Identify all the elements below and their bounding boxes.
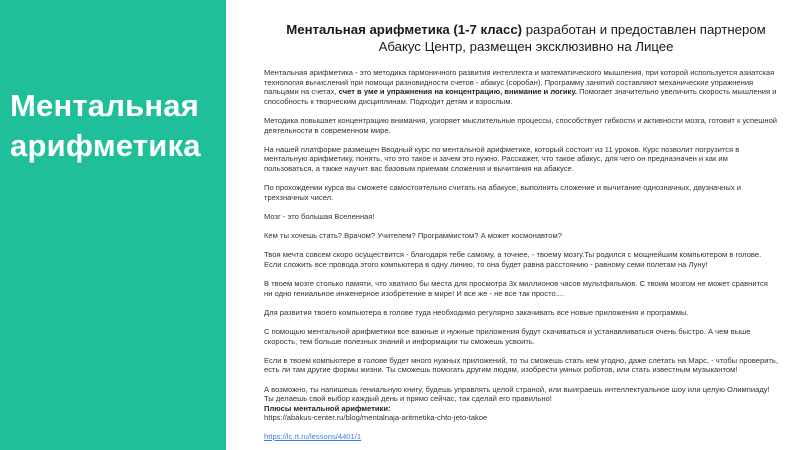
- paragraph-intro: [264, 68, 778, 106]
- paragraph-brain: Мозг - это большая Вселенная!: [264, 211, 375, 221]
- heading-bold: Ментальная арифметика (1-7 класс): [286, 22, 523, 37]
- paragraph-course: На нашей платформе размещен Вводный курс по ментальной арифметике, который состоит из 11 уроков. Курс позволит погрузится в ментальную арифметику, понять, что это такое и зачем это нужно. Расскажет, что такое абакус, для чего он предназначен и как им пользоваться, а также научит вас базовым приемам сложения и вычитания на абакусе.: [264, 144, 740, 173]
- paragraph-method: Методика повышает концентрацию внимания, ускоряет мыслительные процессы, способствует гибкости и активности мозга, готовит к успешной деятельности в современном мире.: [264, 115, 778, 135]
- abakus-link[interactable]: https://abakus-center.ru/blog/mentalnaja-aritmetika-chto-jeto-takoe: [264, 413, 488, 423]
- paragraph-apps: Для развития твоего компьютера в голове туда необходимо регулярно закачивать все новые приложения и программы.: [264, 307, 689, 317]
- paragraph-dream: Твоя мечта совсем скоро осуществится - благодаря тебе самому, а точнее, - твоему мозгу.Ты родился с мощнейшим компьютером в голове. Если сложить все провода этого компьютера в одну линию, то она будет равна расстоянию - равному семи полетам на Луну!: [264, 250, 762, 269]
- content-area: [264, 0, 778, 450]
- side-panel: [0, 0, 226, 450]
- heading-rest: разработан и предоставлен партнером Абакус Центр, размещен эксклюзивно на Лицее: [378, 22, 766, 54]
- paragraph-choice: А возможно, ты напишешь гениальную книгу, будешь управлять целой страной, или выиграешь интеллектуальное шоу или целую Олимпиаду! Ты делаешь свой выбор каждый день и прямо сейчас, так сделай его правильно!: [264, 384, 770, 404]
- paragraph-memory: В твоем мозге столько памяти, что хватило бы места для просмотра 3х миллионов часов мультфильмов. С твоим мозгом не может сравнится ни одно гениальное инженерное изобретение в мире! И все же - не все так просто....: [264, 279, 768, 298]
- plus-heading: [264, 404, 778, 414]
- intro-text-bold: счет в уме и упражнения на концентрацию, внимание и логику.: [338, 87, 577, 97]
- paragraph-question: Кем ты хочешь стать? Врачом? Учителем? Программистом? А может космонавтом?: [264, 231, 562, 241]
- page-heading: [276, 21, 776, 55]
- body-text: [264, 68, 778, 423]
- plus-heading-text: Плюсы ментальной арифметики:: [264, 403, 391, 413]
- paragraph-mars: Если в твоем компьютере в голове будет много нужных приложений, то ты сможешь стать кем угодно, даже слетать на Марс, - чтобы проверить, есть ли там другие формы жизни. Ты сможешь помогать другим людям, изобрести умных роботов, или стать известным музыкантом!: [264, 355, 778, 375]
- intro-text-a: Ментальная арифметика - это методика гармоничного развития интеллекта и математического мышления, при которой используется азиатская технология вычислений при помощи разновидности счетов - абакус (соробан). Программу занятий составляют механические упражнения пальцами на счетах,: [264, 68, 775, 97]
- intro-text-c: Помогает значительно увеличить скорость мышления и способность к творческим дисциплинам. Подходит детям и взрослым.: [264, 87, 777, 106]
- paragraph-speed: С помощью ментальной арифметики все важные и нужные приложения будут скачиваться и устанавливаться очень быстро. А чем выше скорость, тем больше полезных знаний и информации ты сможешь усвоить.: [264, 327, 751, 346]
- lesson-link[interactable]: https://lc.rt.ru/lessons/4401/1: [264, 432, 362, 441]
- side-title: Ментальная арифметика: [10, 88, 201, 163]
- paragraph-outcome: По прохождении курса вы сможете самостоятельно считать на абакусе, выполнять сложение и вычитание однозначных, двузначных и трехзначных чисел.: [264, 183, 741, 202]
